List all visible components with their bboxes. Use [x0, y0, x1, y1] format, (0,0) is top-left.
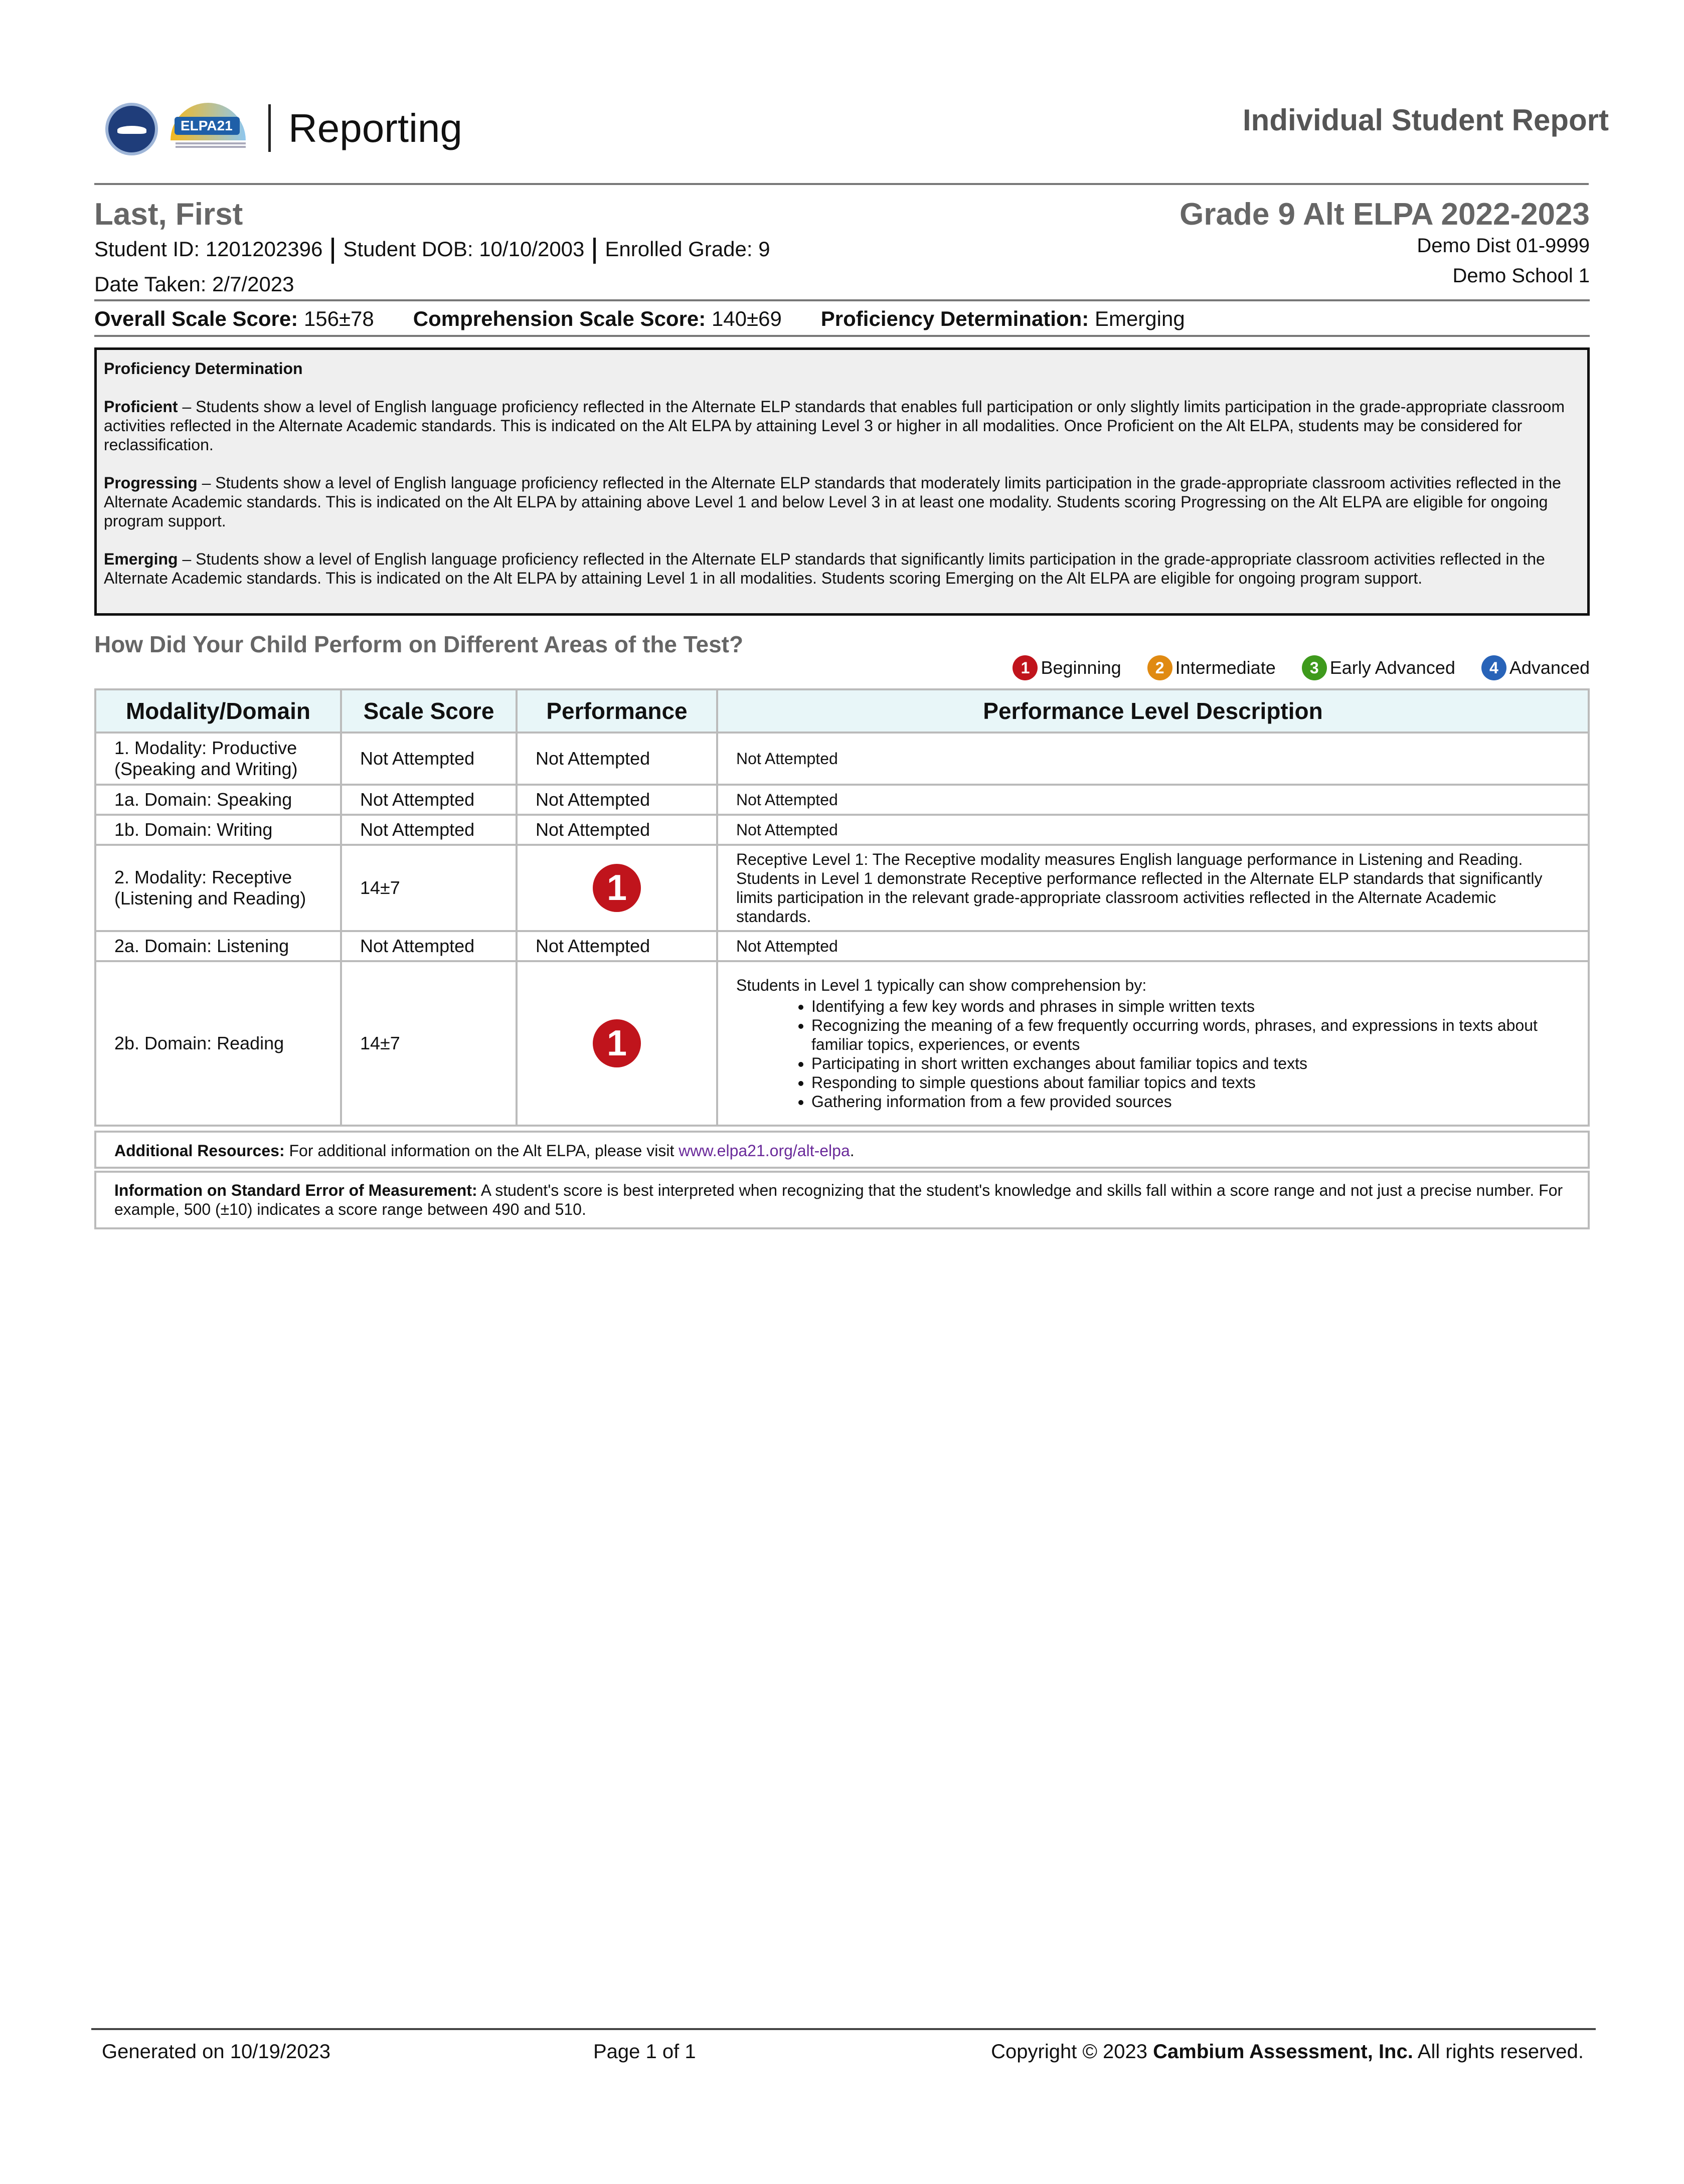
- level-2-icon: 2: [1147, 655, 1172, 680]
- student-name: Last, First: [94, 197, 243, 232]
- eagle-icon: [117, 126, 146, 134]
- sem-label: Information on Standard Error of Measurement:: [114, 1181, 477, 1199]
- level-3-icon: 3: [1302, 655, 1327, 680]
- header-performance: Performance: [517, 689, 717, 733]
- domain-cell: 2a. Domain: Listening: [95, 931, 341, 961]
- proficiency-label: Proficiency Determination:: [820, 307, 1089, 330]
- description-cell: Not Attempted: [717, 815, 1589, 845]
- score-cell: Not Attempted: [341, 785, 517, 815]
- score-cell: Not Attempted: [341, 733, 517, 785]
- sem-information: Information on Standard Error of Measurement: A student's score is best interpreted when recognizing that the student's knowledge and skills fall within a score range and not just a precise number. For example, 500 (±10) indicates a score range between 490 and 510.: [94, 1171, 1590, 1229]
- header-scale-score: Scale Score: [341, 689, 517, 733]
- legend-item-early-advanced: 3 Early Advanced: [1302, 655, 1455, 680]
- generated-date: Generated on 10/19/2023: [102, 2041, 330, 2063]
- elpa21-logo: [165, 103, 256, 153]
- score-cell: 14±7: [341, 961, 517, 1126]
- progressing-definition: Progressing – Students show a level of English language proficiency reflected in the Alternate ELP standards that moderately limits participation in the grade-appropriate classroom activities reflected in the Alternate Academic standards. This is indicated on the Alt ELPA by attaining above Level 1 and below Level 3 in at least one modality. Students scoring Progressing on the Alt ELPA are eligible for ongoing program support.: [104, 474, 1561, 530]
- level-1-badge-icon: 1: [593, 864, 641, 912]
- domain-cell: 2b. Domain: Reading: [95, 961, 341, 1126]
- nde-seal-logo: [105, 103, 158, 155]
- header-rule: [94, 183, 1589, 185]
- description-bullets: [736, 997, 1570, 1111]
- table-header-row: [95, 689, 1589, 733]
- elpa21-logo-text: ELPA21: [181, 118, 233, 133]
- description-cell: Not Attempted: [717, 785, 1589, 815]
- company-name: Cambium Assessment, Inc.: [1153, 2041, 1413, 2063]
- level-1-icon: 1: [1013, 655, 1038, 680]
- description-cell: Not Attempted: [717, 733, 1589, 785]
- emerging-definition: Emerging – Students show a level of English language proficiency reflected in the Alternate ELP standards that significantly limits participation in the grade-appropriate classroom activities reflected in the Alternate Academic standards. This is indicated on the Alt ELPA by attaining Level 1 in all modalities. Students scoring Emerging on the Alt ELPA are eligible for ongoing program support.: [104, 550, 1545, 587]
- description-cell: Receptive Level 1: The Receptive modality measures English language performance in Listening and Reading. Students in Level 1 demonstrate Receptive performance reflected in the Alternate ELP standards that significantly limits participation in the relevant grade-appropriate classroom activities reflected in the Alternate Academic standards.: [717, 845, 1589, 931]
- description-cell: [717, 961, 1589, 1126]
- performance-cell: Not Attempted: [517, 785, 717, 815]
- score-cell: 14±7: [341, 845, 517, 931]
- domain-cell: 1b. Domain: Writing: [95, 815, 341, 845]
- performance-legend: [986, 655, 1590, 680]
- overall-score-value: 156±78: [303, 307, 374, 330]
- domain-cell: 1. Modality: Productive (Speaking and Writing): [95, 733, 341, 785]
- table-row: [95, 815, 1589, 845]
- app-title: Reporting: [288, 106, 462, 150]
- footer-rule: [91, 2028, 1596, 2030]
- student-dob: Student DOB: 10/10/2003: [343, 237, 585, 261]
- performance-cell: [517, 961, 717, 1126]
- enrolled-grade: Enrolled Grade: 9: [605, 237, 770, 261]
- table-row: [95, 961, 1589, 1126]
- overall-score-label: Overall Scale Score:: [94, 307, 298, 330]
- performance-cell: Not Attempted: [517, 733, 717, 785]
- legend-item-intermediate: 2 Intermediate: [1147, 655, 1276, 680]
- comprehension-score-label: Comprehension Scale Score:: [413, 307, 706, 330]
- alt-elpa-link[interactable]: www.elpa21.org/alt-elpa: [679, 1142, 850, 1160]
- domain-cell: 2. Modality: Receptive (Listening and Reading): [95, 845, 341, 931]
- list-item: • Participating in short written exchanges about familiar topics and texts: [811, 1054, 1570, 1073]
- legend-item-advanced: 4 Advanced: [1481, 655, 1590, 680]
- report-title: Individual Student Report: [1243, 103, 1609, 137]
- section-title: How Did Your Child Perform on Different Areas of the Test?: [94, 631, 744, 657]
- scores-summary: [94, 307, 1185, 331]
- resources-label: Additional Resources:: [114, 1142, 285, 1160]
- proficiency-box-heading: Proficiency Determination: [104, 359, 303, 378]
- divider: [94, 335, 1590, 337]
- proficient-definition: Proficient – Students show a level of English language proficiency reflected in the Alternate ELP standards that enables full participation or only slightly limits participation in the grade-appropriate classroom activities reflected in the Alternate Academic standards. This is indicated on the Alt ELPA by attaining Level 3 or higher in all modalities. Once Proficient on the Alt ELPA, students may be considered for reclassification.: [104, 398, 1565, 454]
- performance-table: [94, 688, 1590, 1127]
- list-item: • Gathering information from a few provided sources: [811, 1092, 1570, 1111]
- list-item: • Recognizing the meaning of a few frequently occurring words, phrases, and expressions in texts about familiar topics, experiences, or events: [811, 1016, 1570, 1054]
- level-1-badge-icon: 1: [593, 1019, 641, 1067]
- header-divider: [268, 104, 271, 152]
- page-number: Page 1 of 1: [593, 2041, 696, 2063]
- date-taken: Date Taken: 2/7/2023: [94, 272, 294, 296]
- level-4-icon: 4: [1481, 655, 1506, 680]
- divider: [94, 299, 1590, 301]
- performance-cell: [517, 845, 717, 931]
- comprehension-score-value: 140±69: [711, 307, 782, 330]
- performance-cell: Not Attempted: [517, 931, 717, 961]
- legend-item-beginning: 1 Beginning: [1013, 655, 1121, 680]
- header-modality-domain: Modality/Domain: [95, 689, 341, 733]
- test-title: Grade 9 Alt ELPA 2022-2023: [1180, 197, 1590, 232]
- district: Demo Dist 01-9999: [1417, 235, 1590, 257]
- copyright: Copyright © 2023 Cambium Assessment, Inc. All rights reserved.: [991, 2041, 1584, 2063]
- score-cell: Not Attempted: [341, 931, 517, 961]
- proficiency-value: Emerging: [1094, 307, 1185, 330]
- domain-cell: 1a. Domain: Speaking: [95, 785, 341, 815]
- list-item: • Identifying a few key words and phrases in simple written texts: [811, 997, 1570, 1016]
- student-id: Student ID: 1201202396: [94, 237, 323, 261]
- proficiency-definitions-box: [94, 347, 1590, 616]
- table-row: [95, 845, 1589, 931]
- additional-resources: Additional Resources: For additional information on the Alt ELPA, please visit www.elpa21.org/alt-elpa.: [94, 1131, 1590, 1169]
- description-intro: Students in Level 1 typically can show comprehension by:: [736, 976, 1147, 994]
- table-row: [95, 931, 1589, 961]
- student-info-line: [94, 237, 770, 264]
- description-cell: Not Attempted: [717, 931, 1589, 961]
- score-cell: Not Attempted: [341, 815, 517, 845]
- table-row: [95, 785, 1589, 815]
- list-item: • Responding to simple questions about familiar topics and texts: [811, 1073, 1570, 1092]
- performance-cell: Not Attempted: [517, 815, 717, 845]
- table-row: [95, 733, 1589, 785]
- header-description: Performance Level Description: [717, 689, 1589, 733]
- school: Demo School 1: [1452, 265, 1590, 287]
